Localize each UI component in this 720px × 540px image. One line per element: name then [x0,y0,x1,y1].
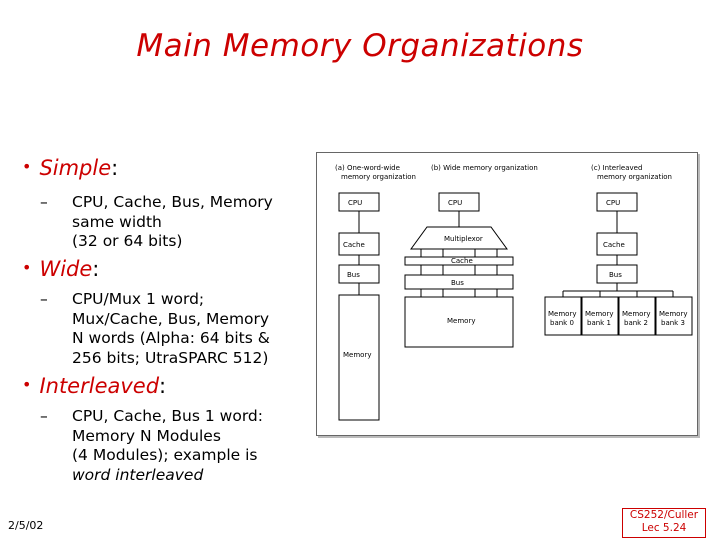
memory-label-a: Memory [343,351,372,359]
bullet-term: Wide [39,257,93,281]
heading-a-line2: memory organization [341,173,416,181]
detail-line: same width [72,212,162,231]
bullet-term: Simple [39,156,112,180]
bank0-label-1: Memory [548,310,577,318]
dash: – [40,193,48,211]
cache-label-c: Cache [603,241,625,249]
detail-line: N words (Alpha: 64 bits & [72,329,270,347]
cpu-label-a: CPU [348,199,363,207]
detail-line: word interleaved [72,465,204,484]
bank3-label-2: bank 3 [661,319,685,327]
bullet-wide [22,257,99,281]
bullet-colon: : [111,156,119,180]
bus-label-a: Bus [347,271,360,279]
bullet-dot: • [22,258,32,277]
bus-label-c: Bus [609,271,622,279]
cache-label-a: Cache [343,241,365,249]
detail-line: CPU, Cache, Bus 1 word: [72,407,263,425]
bullet-dot: • [22,157,32,176]
lecture-number: Lec 5.24 [641,522,687,534]
cpu-label-b: CPU [448,199,463,207]
bullet-simple [22,156,118,180]
detail-line: (4 Modules); example is [72,446,258,464]
course-badge [622,508,706,538]
bank2-label-2: bank 2 [624,319,648,327]
figure-svg [317,153,697,435]
bullet-colon: : [92,257,100,281]
course-name: CS252/Culler [629,509,699,521]
bank3-label-1: Memory [659,310,688,318]
heading-b: (b) Wide memory organization [431,164,538,172]
bullet-term: Interleaved [39,374,160,398]
bank1-label-1: Memory [585,310,614,318]
bank0-label-2: bank 0 [550,319,574,327]
detail-line: CPU/Mux 1 word; [72,290,205,308]
detail-line: Memory N Modules [72,426,221,445]
dash: – [40,290,48,308]
bullet-interleaved [22,374,166,398]
heading-c-line2: memory organization [597,173,672,181]
detail-line: 256 bits; UtraSPARC 512) [72,348,269,367]
detail-line: CPU, Cache, Bus, Memory [72,193,273,211]
footer-date: 2/5/02 [8,519,44,532]
cache-label-b: Cache [451,257,473,265]
bullet-dot: • [22,375,32,394]
bank1-label-2: bank 1 [587,319,611,327]
bus-label-b: Bus [451,279,464,287]
dash: – [40,407,48,425]
heading-a-line1: (a) One-word-wide [335,164,400,172]
bullet-colon: : [159,374,167,398]
detail-line: (32 or 64 bits) [72,232,183,250]
memory-label-b: Memory [447,317,476,325]
heading-c-line1: (c) Interleaved [591,164,643,172]
detail-line: Mux/Cache, Bus, Memory [72,309,270,328]
memory-organization-figure [316,152,698,436]
cpu-label-c: CPU [606,199,621,207]
bank2-label-1: Memory [622,310,651,318]
slide-title: Main Memory Organizations [136,28,584,64]
multiplexor-label: Multiplexor [444,235,483,243]
